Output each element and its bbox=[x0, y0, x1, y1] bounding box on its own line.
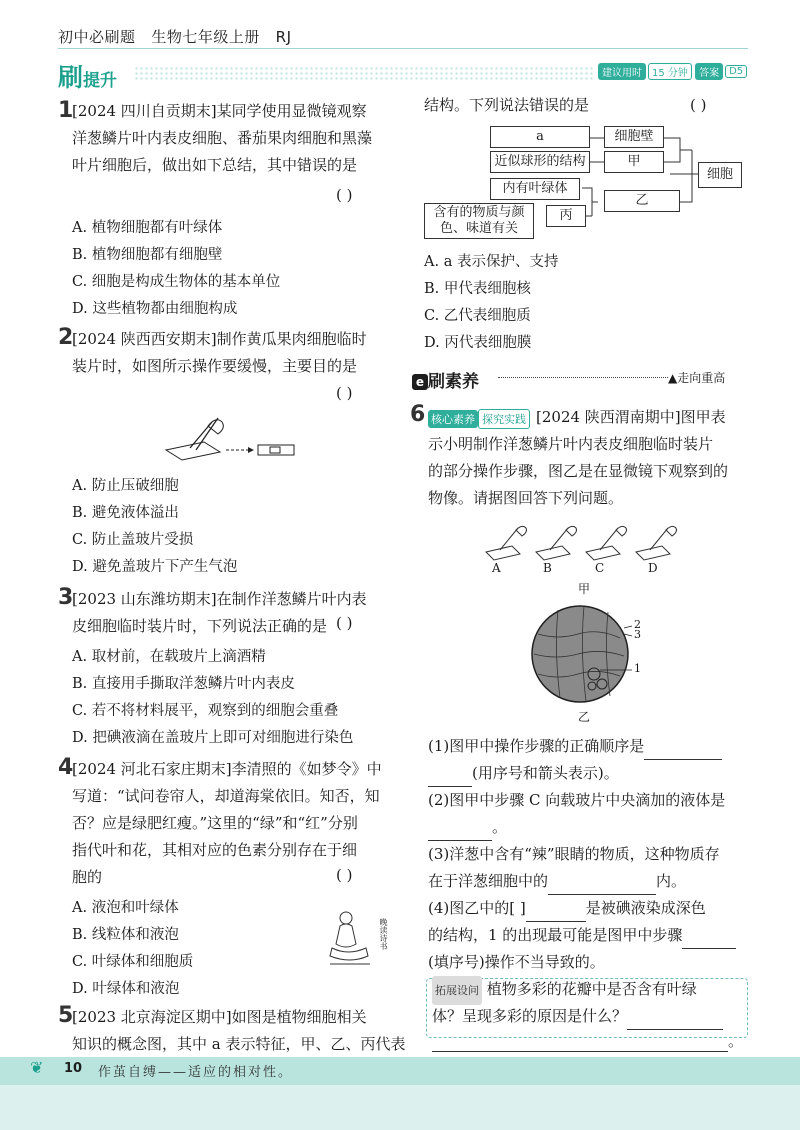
answer-blank[interactable] bbox=[428, 770, 472, 787]
question-number: 2 bbox=[58, 325, 74, 350]
answer-blank[interactable] bbox=[548, 878, 656, 895]
question-text: 结构。下列说法错误的是 bbox=[424, 96, 590, 114]
figure-caption: 甲 bbox=[578, 582, 591, 596]
map-node-chloro: 内有叶绿体 bbox=[490, 178, 580, 200]
step-label: D bbox=[648, 561, 658, 575]
question-text: 知识的概念图，其中 a 表示特征，甲、乙、丙代表 bbox=[72, 1035, 406, 1053]
subquestion: 在于洋葱细胞中的 内。 bbox=[428, 868, 686, 895]
option[interactable]: A. 防止压破细胞 bbox=[72, 478, 179, 494]
option[interactable]: B. 避免液体溢出 bbox=[72, 505, 179, 521]
section-title-sub: 提升 bbox=[83, 71, 118, 91]
question-text: 的部分操作步骤，图乙是在显微镜下观察到的 bbox=[428, 462, 729, 480]
section2-title: e 刷素养 bbox=[412, 367, 479, 392]
sprout-icon: ❦ bbox=[30, 1058, 44, 1077]
section2-right: ▲走向重高 bbox=[668, 371, 726, 385]
microscope-view bbox=[528, 604, 648, 704]
microscope-label: 3 bbox=[634, 628, 641, 641]
step-figure bbox=[484, 522, 684, 562]
answer-blank[interactable] bbox=[428, 824, 492, 841]
option[interactable]: A. 液泡和叶绿体 bbox=[72, 900, 179, 916]
question-number: 5 bbox=[58, 1003, 74, 1028]
answer-page: D5 bbox=[725, 65, 747, 78]
option[interactable]: D. 这些植物都由细胞构成 bbox=[72, 301, 238, 317]
question-text: 否？应是绿肥红瘦。”这里的“绿”和“红”分别 bbox=[72, 814, 358, 832]
section2-icon: e bbox=[412, 374, 428, 390]
step-label: C bbox=[595, 561, 605, 575]
suggest-time-value: 15 分钟 bbox=[648, 63, 692, 80]
answer-label: 答案 bbox=[695, 63, 723, 80]
section2-divider bbox=[498, 377, 668, 378]
option[interactable]: A. a 表示保护、支持 bbox=[424, 254, 559, 270]
stamp-text: 晚读诗书 bbox=[379, 918, 388, 950]
question-text: [2023 山东潍坊期末]在制作洋葱鳞片叶内表 bbox=[72, 590, 367, 608]
section-title bbox=[58, 58, 117, 94]
subquestion: (用序号和箭头表示)。 bbox=[428, 760, 619, 787]
question-text: [2024 四川自贡期末]某同学使用显微镜观察 bbox=[72, 102, 367, 120]
answer-paren[interactable]: ( ) bbox=[690, 96, 707, 114]
tag-practice: 探究实践 bbox=[478, 409, 530, 429]
map-node-cell: 细胞 bbox=[698, 162, 742, 188]
cap-icon: ▲ bbox=[668, 371, 678, 385]
map-node-substance-line2: 色、味道有关 bbox=[439, 221, 518, 236]
option[interactable]: C. 若不将材料展平，观察到的细胞会重叠 bbox=[72, 703, 339, 719]
option[interactable]: D. 叶绿体和液泡 bbox=[72, 981, 180, 997]
extension-question: 拓展设问 植物多彩的花瓣中是否含有叶绿 bbox=[432, 976, 697, 1005]
map-node-bing: 丙 bbox=[546, 205, 586, 227]
subquestion: (填序号)操作不当导致的。 bbox=[428, 953, 605, 971]
microscope-label: 2 bbox=[634, 618, 641, 631]
extension-answer-line: 。 bbox=[432, 1030, 743, 1052]
question-text: [2023 北京海淀区期中]如图是植物细胞相关 bbox=[72, 1008, 367, 1026]
extension-tag: 拓展设问 bbox=[432, 976, 482, 1005]
option[interactable]: C. 细胞是构成生物体的基本单位 bbox=[72, 274, 281, 290]
subquestion: (3)洋葱中含有“辣”眼睛的物质，这种物质存 bbox=[428, 845, 720, 863]
step-label: B bbox=[543, 561, 552, 575]
option[interactable]: B. 植物细胞都有细胞壁 bbox=[72, 247, 223, 263]
answer-blank[interactable] bbox=[627, 1013, 723, 1030]
extension-question: 体？呈现多彩的原因是什么？ bbox=[432, 1003, 723, 1030]
answer-paren[interactable]: ( ) bbox=[336, 384, 353, 402]
q6-tags bbox=[428, 408, 530, 429]
figure-caption: 乙 bbox=[578, 710, 591, 724]
answer-paren[interactable]: ( ) bbox=[336, 186, 353, 204]
poet-illustration bbox=[326, 908, 378, 970]
question-text: 皮细胞临时装片时，下列说法正确的是 bbox=[72, 617, 328, 635]
subquestion: (2)图甲中步骤 C 向载玻片中央滴加的液体是 bbox=[428, 791, 726, 809]
question-text: 物像。请据图回答下列问题。 bbox=[428, 489, 624, 507]
answer-blank[interactable] bbox=[526, 905, 586, 922]
map-node-shape: 近似球形的结构 bbox=[490, 151, 590, 173]
option[interactable]: C. 叶绿体和细胞质 bbox=[72, 954, 194, 970]
map-node-substance-line1: 含有的物质与颜 bbox=[433, 205, 525, 220]
map-node-a: a bbox=[490, 126, 590, 148]
subquestion: (1)图甲中操作步骤的正确顺序是 bbox=[428, 733, 722, 760]
subquestion: (4)图乙中的[ ] 是被碘液染成深色 bbox=[428, 895, 706, 922]
subquestion: 。 bbox=[428, 814, 507, 841]
option[interactable]: D. 避免盖玻片下产生气泡 bbox=[72, 559, 238, 575]
step-label: A bbox=[492, 561, 501, 575]
map-node-substance bbox=[424, 203, 534, 239]
option[interactable]: B. 甲代表细胞核 bbox=[424, 281, 531, 297]
edition: RJ bbox=[275, 28, 292, 46]
question-number: 1 bbox=[58, 98, 74, 123]
question-text: 装片时，如图所示操作要缓慢，主要目的是 bbox=[72, 357, 358, 375]
question-text: 洋葱鳞片叶内表皮细胞、番茄果肉细胞和黑藻 bbox=[72, 129, 373, 147]
answer-blank[interactable] bbox=[644, 743, 722, 760]
question-number: 4 bbox=[58, 755, 74, 780]
subquestion: 的结构，1 的出现最可能是图甲中步骤 bbox=[428, 922, 736, 949]
question-text: 写道：“试问卷帘人，却道海棠依旧。知否，知 bbox=[72, 787, 380, 805]
answer-blank[interactable] bbox=[432, 1035, 728, 1052]
option[interactable]: D. 把碘液滴在盖玻片上即可对细胞进行染色 bbox=[72, 730, 354, 746]
time-and-answer bbox=[598, 63, 747, 80]
option[interactable]: D. 丙代表细胞膜 bbox=[424, 335, 532, 351]
tag-core: 核心素养 bbox=[428, 410, 478, 428]
question-text: [2024 陕西西安期末]制作黄瓜果肉细胞临时 bbox=[72, 330, 367, 348]
book-title: 初中必刷题 bbox=[58, 28, 136, 46]
map-node-wall: 细胞壁 bbox=[604, 126, 664, 148]
page-number: 10 bbox=[64, 1061, 83, 1076]
question-text: 胞的 bbox=[72, 868, 103, 886]
option[interactable]: A. 植物细胞都有叶绿体 bbox=[72, 220, 223, 236]
question-text: 示小明制作洋葱鳞片叶内表皮细胞临时装片 bbox=[428, 435, 714, 453]
section-title-main: 刷 bbox=[58, 63, 84, 92]
running-header bbox=[58, 26, 292, 47]
map-node-jia: 甲 bbox=[604, 151, 664, 173]
question-number: 6 bbox=[410, 402, 426, 427]
decorative-dots bbox=[134, 66, 594, 80]
option[interactable]: B. 线粒体和液泡 bbox=[72, 927, 179, 943]
microscope-label: 1 bbox=[634, 662, 641, 675]
subject: 生物七年级上册 bbox=[151, 28, 260, 46]
option[interactable]: B. 直接用手撕取洋葱鳞片叶内表皮 bbox=[72, 676, 295, 692]
suggest-time-label: 建议用时 bbox=[598, 63, 646, 80]
question-text: 指代叶和花，其相对应的色素分别存在于细 bbox=[72, 841, 358, 859]
option[interactable]: C. 乙代表细胞质 bbox=[424, 308, 531, 324]
question-number: 3 bbox=[58, 585, 74, 610]
map-node-yi: 乙 bbox=[604, 190, 680, 212]
header-divider bbox=[58, 48, 748, 49]
answer-paren[interactable]: ( ) bbox=[336, 614, 353, 632]
answer-blank[interactable] bbox=[682, 932, 736, 949]
footer-motto: 作茧自缚——适应的相对性。 bbox=[98, 1065, 294, 1080]
question-text: [2024 河北石家庄期末]李清照的《如梦令》中 bbox=[72, 760, 382, 778]
coverslip-operation-figure bbox=[160, 412, 300, 464]
question-text: [2024 陕西渭南期中]图甲表 bbox=[536, 408, 726, 426]
question-text: 叶片细胞后，做出如下总结，其中错误的是 bbox=[72, 156, 358, 174]
option[interactable]: A. 取材前，在载玻片上滴酒精 bbox=[72, 649, 266, 665]
option[interactable]: C. 防止盖玻片受损 bbox=[72, 532, 194, 548]
answer-paren[interactable]: ( ) bbox=[336, 866, 353, 884]
